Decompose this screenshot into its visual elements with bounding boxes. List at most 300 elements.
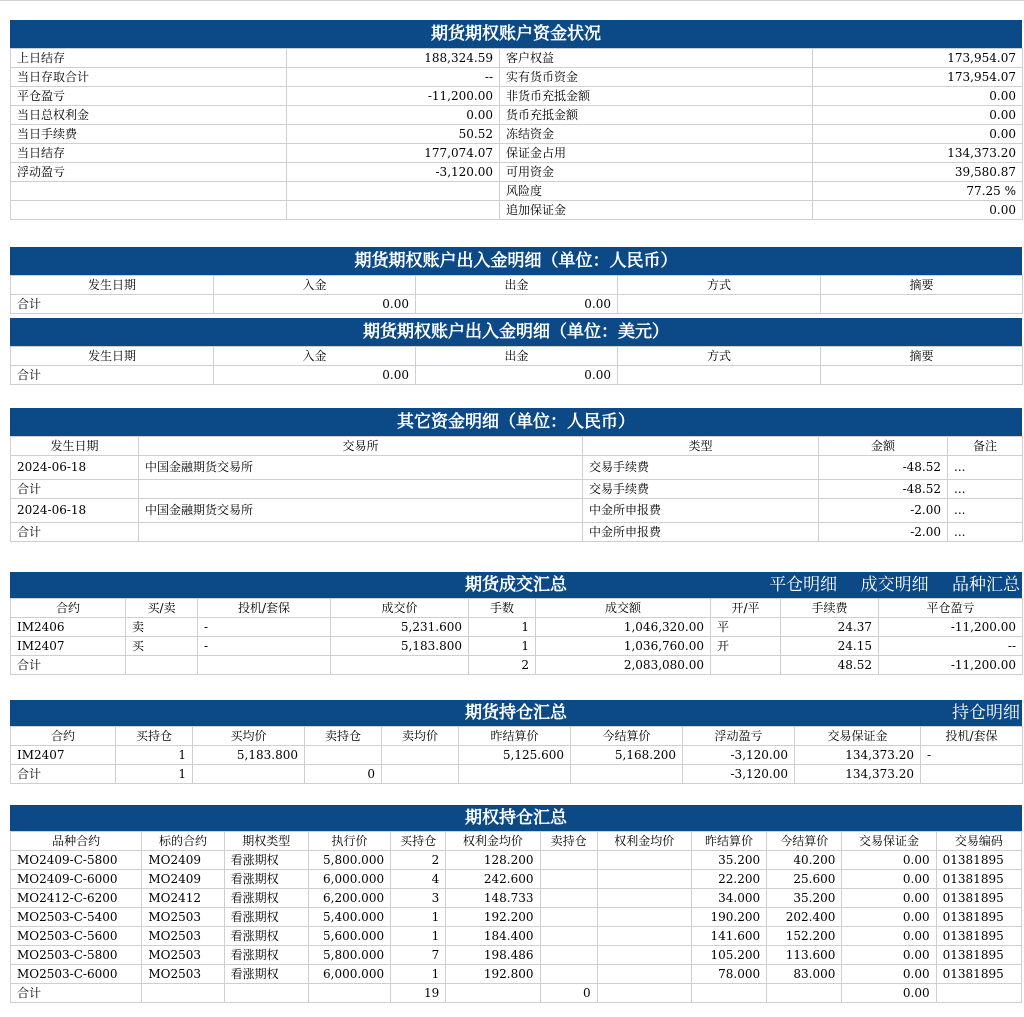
table-row [11,68,1023,87]
account-status-section [10,20,1022,220]
table-row [11,965,1022,984]
table-cell: -11,200.00 [879,656,1023,675]
table-cell: 看涨期权 [224,908,308,927]
table-cell: 22.200 [691,870,766,889]
table-cell: MO2412-C-6200 [11,889,142,908]
table-cell: 2 [391,851,446,870]
table-cell [597,851,691,870]
column-header: 买持仓 [391,832,446,851]
inout-usd-title: 期货期权账户出入金明细（单位：美元） [10,318,1022,346]
date-cell: 2024-06-18 [11,456,139,480]
table-cell [540,927,597,946]
table-row [11,870,1022,889]
table-cell: - [198,637,331,656]
table-cell: 242.600 [446,870,540,889]
table-cell [193,765,305,784]
value-left: 0.00 [287,106,500,125]
trade-summary-title: 期货成交汇总 [465,575,567,595]
value-right: 173,954.07 [813,68,1023,87]
col-type: 类型 [583,437,819,456]
amount-cell: -2.00 [819,499,948,523]
exchange-cell: 中国金融期货交易所 [139,499,583,523]
table-cell [921,765,1023,784]
table-cell: MO2409 [142,851,224,870]
table-cell: 1 [469,618,536,637]
link-close-detail[interactable]: 平仓明细 [769,575,838,595]
table-cell: 01381895 [936,965,1021,984]
table-cell [540,889,597,908]
table-cell: 5,800.000 [308,851,390,870]
table-cell [540,908,597,927]
column-header: 卖持仓 [540,832,597,851]
value-left [287,201,500,220]
table-row [11,851,1022,870]
type-cell: 交易手续费 [583,480,819,499]
table-cell: 35.200 [691,851,766,870]
table-cell: 5,800.000 [308,946,390,965]
table-cell: 190.200 [691,908,766,927]
table-cell: MO2503-C-5800 [11,946,142,965]
value-right: 77.25 % [813,182,1023,201]
col-date: 发生日期 [11,437,139,456]
table-cell: 105.200 [691,946,766,965]
table-cell: 134,373.20 [795,765,921,784]
total-label: 合计 [11,295,214,314]
table-cell [936,984,1021,1003]
column-header: 权利金均价 [597,832,691,851]
table-cell: 合计 [11,656,126,675]
col-out: 出金 [416,347,618,366]
value-left: -3,120.00 [287,163,500,182]
label-left: 平仓盈亏 [11,87,287,106]
table-cell [597,965,691,984]
table-cell: 0.00 [842,984,936,1003]
value-left: 188,324.59 [287,49,500,68]
label-left: 当日结存 [11,144,287,163]
label-right: 冻结资金 [500,125,813,144]
column-header: 投机/套保 [198,599,331,618]
table-row [11,480,1023,499]
column-header: 交易保证金 [842,832,936,851]
table-cell: 7 [391,946,446,965]
table-cell: 198.486 [446,946,540,965]
table-row [11,456,1023,480]
table-cell: 35.200 [767,889,842,908]
label-right: 实有货币资金 [500,68,813,87]
table-row [11,984,1022,1003]
value-left: 177,074.07 [287,144,500,163]
value-right: 134,373.20 [813,144,1023,163]
table-cell [540,946,597,965]
col-date: 发生日期 [11,276,214,295]
column-header: 执行价 [308,832,390,851]
table-cell [767,984,842,1003]
value-right: 0.00 [813,201,1023,220]
column-header: 今结算价 [571,727,683,746]
value-left: -11,200.00 [287,87,500,106]
table-cell [459,765,571,784]
table-row [11,201,1023,220]
exchange-cell [139,523,583,542]
position-summary-table [10,726,1023,784]
label-left: 当日存取合计 [11,68,287,87]
table-row [11,106,1023,125]
column-header: 卖均价 [382,727,459,746]
table-row [11,366,1023,385]
note-cell: ... [948,456,1023,480]
label-right: 客户权益 [500,49,813,68]
label-left [11,201,287,220]
table-cell: 128.200 [446,851,540,870]
table-cell: 1 [116,765,193,784]
note-cell: ... [948,480,1023,499]
table-cell: 148.733 [446,889,540,908]
account-status-table [10,48,1023,220]
column-header: 卖持仓 [305,727,382,746]
table-cell: 0.00 [842,946,936,965]
table-row [11,908,1022,927]
table-cell: 19 [391,984,446,1003]
inout-cny-section [10,247,1022,314]
column-header: 买均价 [193,727,305,746]
column-header: 昨结算价 [691,832,766,851]
table-cell: 4 [391,870,446,889]
table-cell: 134,373.20 [795,746,921,765]
total-method [618,295,821,314]
label-left [11,182,287,201]
table-cell [382,765,459,784]
column-header: 标的合约 [142,832,224,851]
column-header: 期权类型 [224,832,308,851]
type-cell: 中金所申报费 [583,499,819,523]
table-row [11,927,1022,946]
table-row [11,49,1023,68]
column-header: 合约 [11,599,126,618]
table-cell [691,984,766,1003]
link-product-summary[interactable]: 品种汇总 [952,575,1020,595]
table-cell: 1 [469,637,536,656]
total-summary [821,295,1023,314]
value-left [287,182,500,201]
table-cell: 0.00 [842,870,936,889]
table-cell: 5,600.000 [308,927,390,946]
column-header: 成交价 [331,599,469,618]
account-status-title: 期货期权账户资金状况 [10,20,1022,48]
table-cell: 1 [391,927,446,946]
col-note: 备注 [948,437,1023,456]
table-cell: -3,120.00 [683,765,795,784]
label-right: 保证金占用 [500,144,813,163]
amount-cell: -48.52 [819,456,948,480]
table-cell: 平 [711,618,781,637]
table-cell: 01381895 [936,908,1021,927]
table-cell: 看涨期权 [224,946,308,965]
column-header: 品种合约 [11,832,142,851]
table-cell: MO2503 [142,927,224,946]
trade-summary-table [10,598,1023,675]
table-row [11,87,1023,106]
table-cell [305,746,382,765]
table-cell [571,765,683,784]
note-cell: ... [948,523,1023,542]
table-row [11,637,1023,656]
table-cell: MO2503 [142,965,224,984]
col-exchange: 交易所 [139,437,583,456]
column-header: 今结算价 [767,832,842,851]
table-cell [597,927,691,946]
table-cell: 0.00 [842,965,936,984]
position-summary-bar [10,700,1022,726]
column-header: 权利金均价 [446,832,540,851]
table-cell: 0 [540,984,597,1003]
table-cell [711,656,781,675]
table-cell: 192.200 [446,908,540,927]
table-cell: MO2503-C-6000 [11,965,142,984]
trade-summary-section [10,572,1022,675]
column-header: 买持仓 [116,727,193,746]
table-cell: 3 [391,889,446,908]
table-cell: 01381895 [936,889,1021,908]
table-cell: 1 [116,746,193,765]
table-cell: 2 [469,656,536,675]
table-row [11,889,1022,908]
col-in: 入金 [214,347,416,366]
table-cell: 184.400 [446,927,540,946]
table-row [11,946,1022,965]
table-cell: MO2409-C-5800 [11,851,142,870]
option-positions-table [10,831,1022,1003]
inout-cny-table [10,275,1023,314]
table-cell: 83.000 [767,965,842,984]
label-left: 浮动盈亏 [11,163,287,182]
table-row [11,295,1023,314]
table-cell: 5,125.600 [459,746,571,765]
column-header: 成交额 [536,599,711,618]
col-summary: 摘要 [821,276,1023,295]
table-cell [597,946,691,965]
label-left: 当日总权利金 [11,106,287,125]
table-cell: 25.600 [767,870,842,889]
amount-cell: -48.52 [819,480,948,499]
table-cell: 0.00 [842,927,936,946]
inout-usd-section [10,318,1022,385]
table-cell [446,984,540,1003]
date-cell: 2024-06-18 [11,499,139,523]
total-out: 0.00 [416,366,618,385]
table-cell: 01381895 [936,870,1021,889]
table-row [11,765,1023,784]
table-cell: 看涨期权 [224,965,308,984]
table-cell: 34.000 [691,889,766,908]
trade-summary-bar [10,572,1022,598]
table-row [11,125,1023,144]
table-cell: 152.200 [767,927,842,946]
link-trade-detail[interactable]: 成交明细 [860,575,929,595]
inout-cny-title: 期货期权账户出入金明细（单位：人民币） [10,247,1022,275]
table-row [11,656,1023,675]
table-cell: 看涨期权 [224,889,308,908]
table-cell [597,889,691,908]
total-in: 0.00 [214,295,416,314]
table-cell [224,984,308,1003]
table-cell: 202.400 [767,908,842,927]
table-cell [142,984,224,1003]
table-cell: 买 [126,637,198,656]
table-cell: 合计 [11,984,142,1003]
value-right: 0.00 [813,125,1023,144]
column-header: 交易保证金 [795,727,921,746]
table-cell: 1,036,760.00 [536,637,711,656]
col-method: 方式 [618,347,821,366]
table-cell: 0.00 [842,851,936,870]
table-row [11,144,1023,163]
table-row [11,618,1023,637]
table-cell: -- [879,637,1023,656]
option-positions-section [10,805,1022,1003]
table-cell [382,746,459,765]
table-cell [540,851,597,870]
inout-usd-table [10,346,1023,385]
column-header: 昨结算价 [459,727,571,746]
table-cell: 78.000 [691,965,766,984]
table-cell: - [198,618,331,637]
total-summary [821,366,1023,385]
table-cell [126,656,198,675]
col-date: 发生日期 [11,347,214,366]
value-left: -- [287,68,500,87]
table-cell: 6,000.000 [308,870,390,889]
table-cell: 1,046,320.00 [536,618,711,637]
table-row [11,499,1023,523]
table-cell: MO2409 [142,870,224,889]
label-right: 追加保证金 [500,201,813,220]
table-cell: 卖 [126,618,198,637]
table-cell: IM2407 [11,746,116,765]
table-cell: 开 [711,637,781,656]
date-cell: 合计 [11,480,139,499]
table-cell: 1 [391,965,446,984]
column-header: 开/平 [711,599,781,618]
table-cell: 24.15 [781,637,879,656]
total-out: 0.00 [416,295,618,314]
top-divider [0,0,1024,1]
table-cell: 5,183.800 [331,637,469,656]
table-cell: 0 [305,765,382,784]
table-cell: -11,200.00 [879,618,1023,637]
col-in: 入金 [214,276,416,295]
table-cell [597,870,691,889]
table-row [11,163,1023,182]
column-header: 合约 [11,727,116,746]
value-right: 0.00 [813,106,1023,125]
exchange-cell [139,480,583,499]
type-cell: 交易手续费 [583,456,819,480]
other-funds-table [10,436,1023,542]
table-cell: 01381895 [936,946,1021,965]
link-position-detail[interactable]: 持仓明细 [952,703,1020,723]
table-cell: 合计 [11,765,116,784]
table-cell: 1 [391,908,446,927]
table-cell: 40.200 [767,851,842,870]
table-cell: 24.37 [781,618,879,637]
position-summary-section [10,700,1022,784]
note-cell: ... [948,499,1023,523]
table-cell: 01381895 [936,927,1021,946]
table-cell: 48.52 [781,656,879,675]
col-summary: 摘要 [821,347,1023,366]
type-cell: 中金所申报费 [583,523,819,542]
col-out: 出金 [416,276,618,295]
table-cell: 5,231.600 [331,618,469,637]
table-cell: MO2503-C-5400 [11,908,142,927]
table-cell [331,656,469,675]
other-funds-title: 其它资金明细（单位：人民币） [10,408,1022,436]
position-summary-title: 期货持仓汇总 [465,703,567,723]
value-right: 173,954.07 [813,49,1023,68]
column-header: 手数 [469,599,536,618]
total-label: 合计 [11,366,214,385]
table-cell: 6,000.000 [308,965,390,984]
col-method: 方式 [618,276,821,295]
option-positions-title: 期权持仓汇总 [10,805,1022,831]
table-cell: 01381895 [936,851,1021,870]
table-cell: 看涨期权 [224,927,308,946]
table-cell: -3,120.00 [683,746,795,765]
column-header: 手续费 [781,599,879,618]
table-cell: 看涨期权 [224,851,308,870]
label-right: 非货币充抵金额 [500,87,813,106]
table-cell: 5,183.800 [193,746,305,765]
column-header: 交易编码 [936,832,1021,851]
table-cell [198,656,331,675]
table-cell: 5,168.200 [571,746,683,765]
table-cell: 6,200.000 [308,889,390,908]
table-row [11,182,1023,201]
table-cell: MO2503 [142,908,224,927]
column-header: 平仓盈亏 [879,599,1023,618]
table-cell [597,984,691,1003]
table-cell: 0.00 [842,889,936,908]
value-right: 0.00 [813,87,1023,106]
label-right: 可用资金 [500,163,813,182]
table-cell: 5,400.000 [308,908,390,927]
table-cell: 2,083,080.00 [536,656,711,675]
table-cell: 113.600 [767,946,842,965]
table-cell: - [921,746,1023,765]
amount-cell: -2.00 [819,523,948,542]
value-right: 39,580.87 [813,163,1023,182]
table-cell: 看涨期权 [224,870,308,889]
label-right: 风险度 [500,182,813,201]
table-cell: IM2407 [11,637,126,656]
table-cell [540,965,597,984]
table-cell: 141.600 [691,927,766,946]
label-right: 货币充抵金额 [500,106,813,125]
label-left: 上日结存 [11,49,287,68]
table-cell [597,908,691,927]
table-cell: MO2412 [142,889,224,908]
table-cell: IM2406 [11,618,126,637]
table-cell: MO2503-C-5600 [11,927,142,946]
table-cell: MO2503 [142,946,224,965]
column-header: 投机/套保 [921,727,1023,746]
column-header: 买/卖 [126,599,198,618]
total-method [618,366,821,385]
table-cell: MO2409-C-6000 [11,870,142,889]
table-row [11,523,1023,542]
exchange-cell: 中国金融期货交易所 [139,456,583,480]
other-funds-section [10,408,1022,542]
